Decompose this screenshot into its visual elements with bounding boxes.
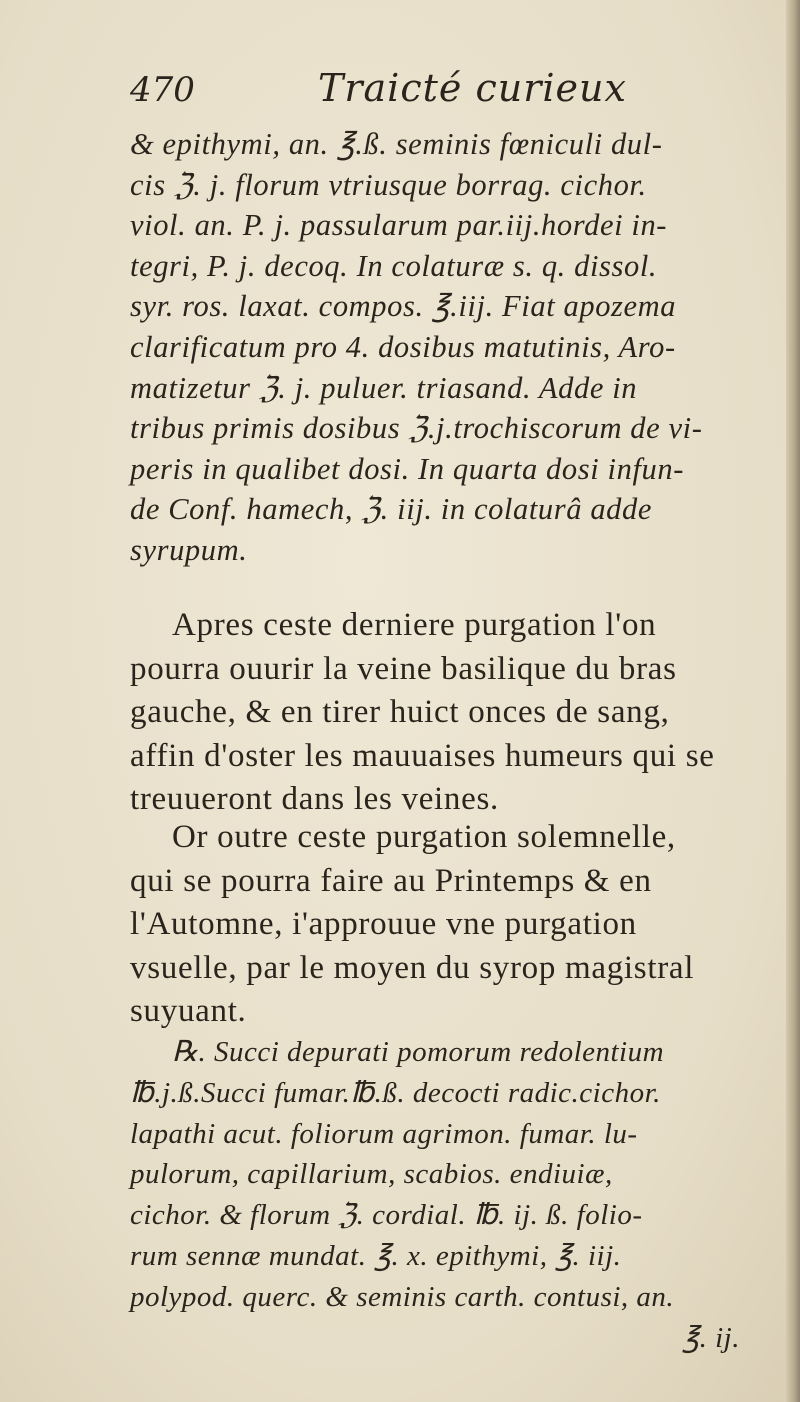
text-line: gauche, & en tirer huict onces de sang, xyxy=(130,694,670,730)
text-line: qui se pourra faire au Printemps & en xyxy=(130,862,652,899)
text-line: & epithymi, an. ℥.ß. seminis fœniculi dul- xyxy=(130,127,663,161)
prescription-block-2 xyxy=(130,1032,760,1358)
text-line: affin d'oster les mauuaises humeurs qui se xyxy=(130,737,715,774)
text-line: ℞. Succi depurati pomorum redolentium xyxy=(172,1036,665,1068)
text-line: pourra ouurir la veine basilique du bras xyxy=(130,650,677,687)
text-line: cichor. & florum ℨ. cordial. ℔. ij. ß. folio- xyxy=(130,1199,643,1232)
text-line: lapathi acut. foliorum agrimon. fumar. lu- xyxy=(130,1117,638,1150)
running-title: Traicté curieux xyxy=(318,66,627,110)
page-number: 470 xyxy=(130,70,195,110)
text-line: pulorum, capillarium, scabios. endiuiæ, xyxy=(130,1158,613,1191)
text-line: polypod. querc. & seminis carth. contusi, an. xyxy=(130,1280,675,1313)
prescription-block-1 xyxy=(130,124,760,571)
text-line: syr. ros. laxat. compos. ℥.iij. Fiat apozema xyxy=(130,289,677,324)
paragraph-usual-purgation xyxy=(130,816,760,1034)
paragraph-bloodletting xyxy=(130,604,760,822)
text-line: ℥. ij. xyxy=(682,1321,740,1354)
text-line: treuueront dans les veines. xyxy=(130,781,499,817)
text-line: tegri, P. j. decoq. In colaturæ s. q. dissol. xyxy=(130,248,658,283)
text-line: ℔.j.ß.Succi fumar.℔.ß. decocti radic.cichor. xyxy=(130,1076,661,1109)
text-line: cis ℨ. j. florum vtriusque borrag. cichor. xyxy=(130,167,647,202)
page-edge-shadow xyxy=(786,0,800,1402)
text-line: syrupum. xyxy=(130,532,248,567)
text-line: clarificatum pro 4. dosibus matutinis, Aro- xyxy=(130,329,676,364)
text-line: tribus primis dosibus ℨ.j.trochiscorum de vi- xyxy=(130,411,703,446)
text-line: suyuant. xyxy=(130,993,247,1029)
text-line: Apres ceste derniere purgation l'on xyxy=(172,607,657,643)
text-line: viol. an. P. j. passularum par.iij.hordei in- xyxy=(130,208,668,243)
text-line: matizetur ℨ. j. puluer. triasand. Adde in xyxy=(130,370,638,405)
page-header xyxy=(130,66,760,120)
text-line: vsuelle, par le moyen du syrop magistral xyxy=(130,949,695,986)
text-line: peris in qualibet dosi. In quarta dosi infun- xyxy=(130,451,684,486)
text-line: rum sennæ mundat. ℥. x. epithymi, ℥. iij. xyxy=(130,1239,622,1272)
text-line: Or outre ceste purgation solemnelle, xyxy=(172,819,676,855)
text-line: de Conf. hamech, ℨ. iij. in colaturâ adde xyxy=(130,492,653,527)
text-line: l'Automne, i'approuue vne purgation xyxy=(130,906,637,942)
